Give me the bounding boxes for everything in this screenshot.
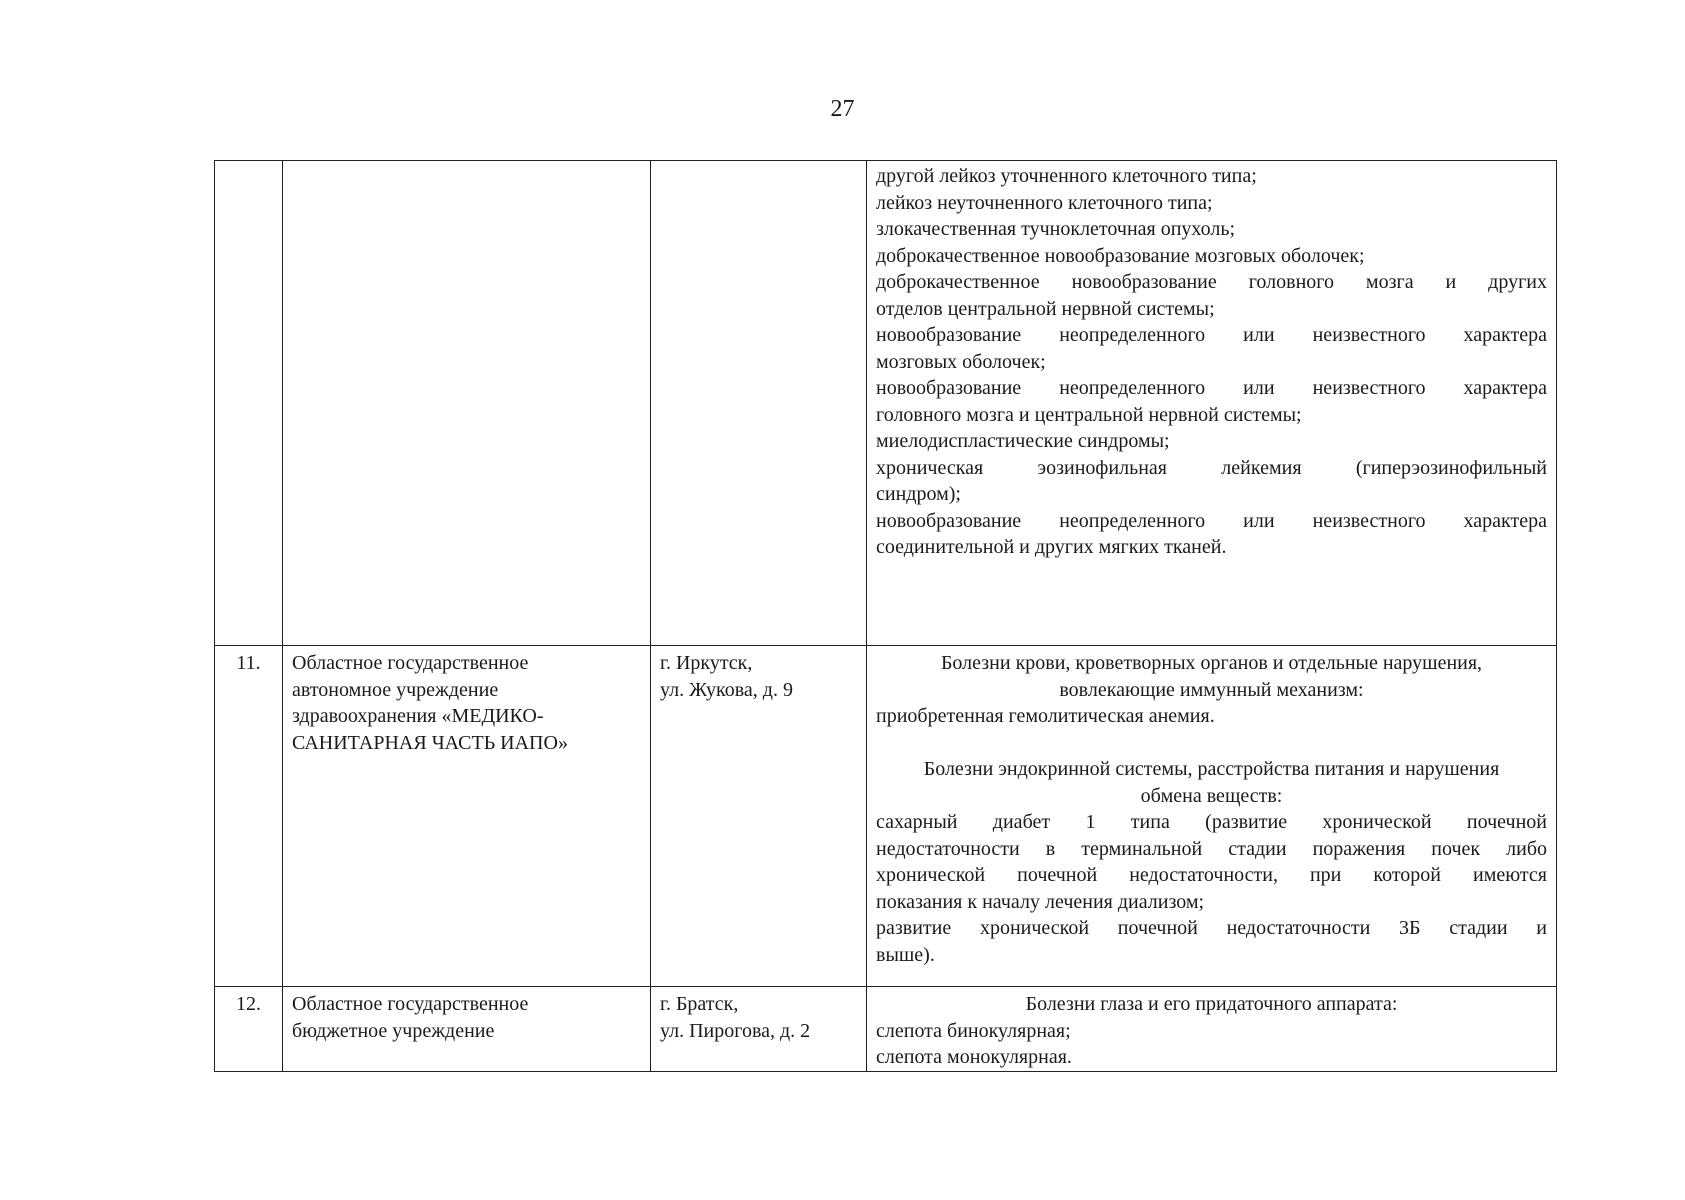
organization-line: автономное учреждение xyxy=(292,678,499,701)
address-line: ул. Жукова, д. 9 xyxy=(660,678,793,701)
disease-heading: вовлекающие иммунный механизм: xyxy=(1059,678,1364,701)
address-cell xyxy=(651,987,867,1072)
disease-line: миелодиспластические синдромы; xyxy=(876,430,1170,452)
address-line: ул. Пирогова, д. 2 xyxy=(660,1019,811,1042)
organization-cell xyxy=(283,646,651,987)
spacer xyxy=(876,730,1547,757)
row-number-cell: 12. xyxy=(215,987,283,1072)
disease-heading: Болезни глаза и его придаточного аппарата: xyxy=(1025,993,1398,1015)
disease-line: новообразование неопределенного или неизвестного характера xyxy=(876,377,1547,399)
organization-line: Областное государственное xyxy=(292,993,529,1015)
disease-line: новообразование неопределенного или неизвестного характера xyxy=(876,324,1547,346)
diseases-cell xyxy=(867,646,1557,987)
disease-line: выше). xyxy=(876,943,935,966)
disease-line: сахарный диабет 1 типа (развитие хронической почечной xyxy=(876,811,1547,833)
diseases-cell xyxy=(867,987,1557,1072)
address-line: г. Иркутск, xyxy=(660,652,753,674)
organization-line: бюджетное учреждение xyxy=(292,1019,495,1042)
disease-line: хронической почечной недостаточности, при которой имеются xyxy=(876,864,1547,886)
disease-line: хроническая эозинофильная лейкемия (гиперэозинофильный xyxy=(876,456,1547,479)
disease-heading: Болезни эндокринной системы, расстройства питания и нарушения xyxy=(923,758,1500,780)
disease-line: мозговых оболочек; xyxy=(876,350,1046,373)
disease-line: слепота монокулярная. xyxy=(876,1046,1072,1068)
organization-cell xyxy=(283,161,651,646)
disease-line: другой лейкоз уточненного клеточного типа; xyxy=(876,165,1257,187)
disease-line: злокачественная тучноклеточная опухоль; xyxy=(876,218,1236,240)
disease-line: развитие хронической почечной недостаточности 3Б стадии и xyxy=(876,917,1547,939)
row-number-cell xyxy=(215,161,283,646)
page-number: 27 xyxy=(830,96,855,122)
organization-line: Областное государственное xyxy=(292,652,529,674)
table-row xyxy=(215,987,1557,1072)
disease-line: слепота бинокулярная; xyxy=(876,1019,1071,1042)
disease-line: головного мозга и центральной нервной системы; xyxy=(876,403,1302,426)
disease-line: синдром); xyxy=(876,483,961,505)
disease-line: доброкачественное новообразование головного мозга и других xyxy=(876,271,1547,293)
disease-line: новообразование неопределенного или неизвестного характера xyxy=(876,509,1547,532)
disease-line: недостаточности в терминальной стадии поражения почек либо xyxy=(876,837,1547,860)
table-row xyxy=(215,646,1557,987)
address-cell xyxy=(651,161,867,646)
organization-line: здравоохранения «МЕДИКО- xyxy=(292,705,544,727)
disease-line: лейкоз неуточненного клеточного типа; xyxy=(876,191,1213,214)
table-row xyxy=(215,161,1557,646)
address-cell xyxy=(651,646,867,987)
disease-line: соединительной и других мягких тканей. xyxy=(876,536,1227,558)
disease-heading: Болезни крови, кроветворных органов и отдельные нарушения, xyxy=(940,652,1483,674)
disease-line: показания к началу лечения диализом; xyxy=(876,890,1205,913)
address-line: г. Братск, xyxy=(660,993,739,1015)
disease-line: приобретенная гемолитическая анемия. xyxy=(876,705,1215,727)
organization-line: САНИТАРНАЯ ЧАСТЬ ИАПО» xyxy=(292,731,568,754)
disease-line: отделов центральной нервной системы; xyxy=(876,297,1215,320)
row-number-cell: 11. xyxy=(215,646,283,987)
organization-cell xyxy=(283,987,651,1072)
facilities-table xyxy=(214,160,1557,1072)
disease-heading: обмена веществ: xyxy=(1140,784,1283,807)
disease-line: доброкачественное новообразование мозговых оболочек; xyxy=(876,244,1365,267)
diseases-cell xyxy=(867,161,1557,646)
